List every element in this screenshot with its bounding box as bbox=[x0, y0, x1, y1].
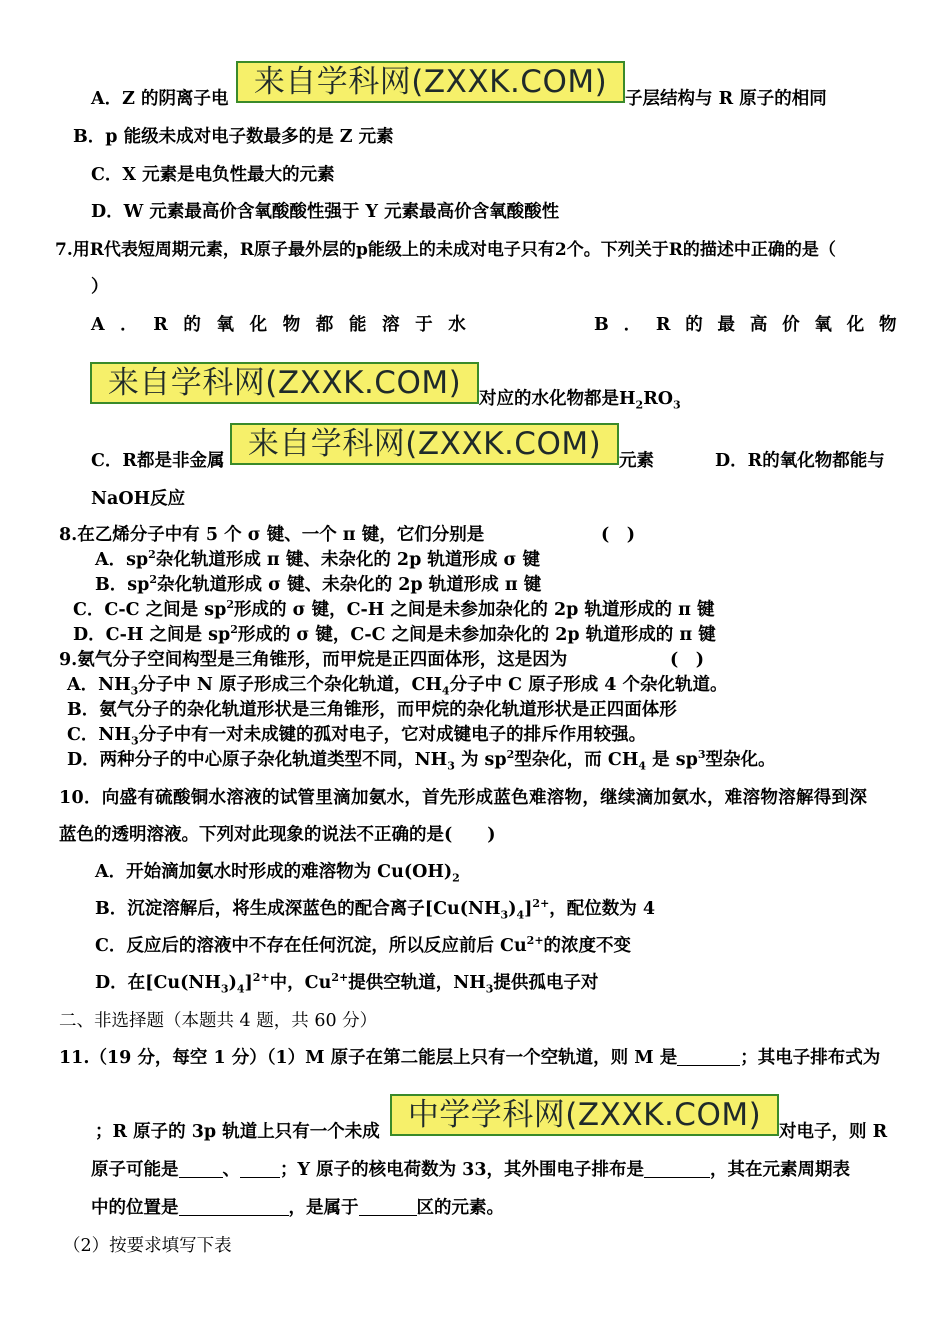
q8-d-text: D．C-H 之间是 sp bbox=[73, 625, 231, 645]
subscript: 3 bbox=[673, 398, 681, 412]
subscript: 3 bbox=[130, 734, 139, 748]
q10-c-text: C．反应后的溶液中不存在任何沉淀，所以反应前后 Cu bbox=[95, 936, 527, 956]
subscript: 3 bbox=[447, 759, 455, 773]
q7-option-b: B．R的最高价氧化物 bbox=[594, 315, 912, 335]
q8-d-text: 形成的 σ 键，C-C 之间是未参加杂化的 2p 轨道形成的 π 键 bbox=[237, 625, 716, 645]
q11-line2-continued: 对电子，则 R bbox=[779, 1122, 888, 1142]
q10-option-d bbox=[95, 972, 598, 994]
q7-option-c: C．R都是非金属 bbox=[91, 451, 225, 471]
subscript: 4 bbox=[638, 759, 647, 773]
q8-b-text: 杂化轨道形成 σ 键、未杂化的 2p 轨道形成 π 键 bbox=[157, 575, 542, 595]
q7-option-a: A．R的氧化物都能溶于水 bbox=[91, 315, 482, 335]
q8-a-text: 杂化轨道形成 π 键、未杂化的 2p 轨道形成 σ 键 bbox=[155, 550, 541, 570]
q11-line1 bbox=[59, 1047, 880, 1069]
subscript: 4 bbox=[441, 684, 450, 698]
q9-d-text: 型杂化，而 CH bbox=[514, 750, 639, 770]
q7-b-mid: RO bbox=[643, 389, 673, 409]
superscript: 3 bbox=[697, 748, 706, 762]
watermark-logo bbox=[390, 1094, 779, 1136]
q7-option-d: D．R的氧化物都能与 bbox=[715, 451, 885, 471]
q9-option-b: B．氨气分子的杂化轨道形状是三角锥形，而甲烷的杂化轨道形状是正四面体形 bbox=[67, 700, 677, 720]
q8-b-text: B．sp bbox=[95, 575, 150, 595]
q11-part2: （2）按要求填写下表 bbox=[63, 1236, 232, 1256]
answer-blank[interactable] bbox=[359, 1199, 417, 1216]
q10-stem-line2: 蓝色的透明溶液。下列对此现象的说法不正确的是( ) bbox=[59, 825, 496, 845]
q8-answer-paren: ( ) bbox=[601, 525, 636, 545]
q10-b-text: B．沉淀溶解后，将生成深蓝色的配合离子[Cu(NH bbox=[95, 899, 501, 919]
q10-b-text: ，配位数为 4 bbox=[549, 899, 656, 919]
q7-option-d-continued: NaOH反应 bbox=[91, 489, 186, 509]
q6-option-b: B．p 能级未成对电子数最多的是 Z 元素 bbox=[73, 127, 394, 147]
watermark-text: 中学学科网(ZXXK.COM) bbox=[407, 1097, 762, 1133]
q7-stem: 7.用R代表短周期元素，R原子最外层的p能级上的未成对电子只有2个。下列关于R的描述中正确的是（ bbox=[55, 240, 836, 260]
q8-c-text: 形成的 σ 键，C-H 之间是未参加杂化的 2p 轨道形成的 π 键 bbox=[233, 600, 715, 620]
watermark-text: 来自学科网(ZXXK.COM) bbox=[247, 426, 602, 462]
q7-option-c-continued: 元素 bbox=[619, 451, 654, 471]
q10-d-text: D．在[Cu(NH bbox=[95, 973, 221, 993]
watermark-logo bbox=[90, 362, 479, 404]
q10-option-b bbox=[95, 898, 655, 920]
q9-d-text: 为 sp bbox=[454, 750, 507, 770]
watermark-text: 来自学科网(ZXXK.COM) bbox=[253, 64, 608, 100]
q10-d-text: 提供空轨道，NH bbox=[348, 973, 486, 993]
q8-option-b bbox=[95, 574, 541, 596]
superscript: 2 bbox=[506, 748, 515, 762]
q10-d-text: ] bbox=[244, 973, 253, 993]
superscript: 2 bbox=[230, 623, 238, 637]
q11-line3 bbox=[91, 1159, 850, 1181]
superscript: 2+ bbox=[331, 971, 349, 985]
q11-l3-text: 原子可能是 bbox=[91, 1160, 179, 1180]
q10-c-text: 的浓度不变 bbox=[543, 936, 632, 956]
answer-blank[interactable] bbox=[179, 1199, 289, 1216]
watermark-logo bbox=[230, 423, 619, 465]
subscript: 2 bbox=[452, 871, 460, 885]
q8-option-c bbox=[73, 599, 714, 621]
subscript: 3 bbox=[220, 982, 229, 996]
q7-b-post: 对应的水化物都是H bbox=[479, 389, 636, 409]
q8-a-text: A．sp bbox=[95, 550, 149, 570]
q9-answer-paren: ( ) bbox=[670, 650, 705, 670]
q9-a-text: 分子中 N 原子形成三个杂化轨道，CH bbox=[138, 675, 442, 695]
superscript: 2 bbox=[149, 573, 158, 587]
q7-option-b-continued bbox=[479, 388, 681, 410]
q6-option-a-pre: A．Z 的阴离子电 bbox=[91, 89, 229, 109]
q10-option-a bbox=[95, 861, 460, 883]
q9-a-text: 分子中 C 原子形成 4 个杂化轨道。 bbox=[449, 675, 728, 695]
superscript: 2 bbox=[226, 598, 234, 612]
q9-c-text: C．NH bbox=[67, 725, 131, 745]
watermark-text: 来自学科网(ZXXK.COM) bbox=[107, 365, 462, 401]
answer-blank[interactable] bbox=[677, 1049, 740, 1066]
subscript: 3 bbox=[485, 982, 494, 996]
q10-d-text: ) bbox=[228, 973, 237, 993]
q6-option-a-continued bbox=[625, 88, 827, 110]
subscript: 4 bbox=[236, 982, 245, 996]
q10-stem-line1: 10．向盛有硫酸铜水溶液的试管里滴加氨水，首先形成蓝色难溶物，继续滴加氨水，难溶物溶解得到深 bbox=[59, 788, 868, 808]
subscript: 3 bbox=[130, 684, 139, 698]
subscript: 4 bbox=[516, 908, 525, 922]
q11-l4-text: 区的元素。 bbox=[416, 1198, 504, 1218]
q10-d-text: 提供孤电子对 bbox=[493, 973, 599, 993]
q11-l1-end: ；其电子排布式为 bbox=[740, 1048, 881, 1068]
q8-stem: 8.在乙烯分子中有 5 个 σ 键、一个 π 键，它们分别是 bbox=[59, 525, 485, 545]
watermark-logo bbox=[236, 61, 625, 103]
answer-blank[interactable] bbox=[644, 1161, 710, 1178]
q11-l3-text: 、 bbox=[222, 1160, 240, 1180]
q6-option-c: C．X 元素是电负性最大的元素 bbox=[91, 165, 335, 185]
q9-a-text: A．NH bbox=[67, 675, 131, 695]
q9-d-text: 型杂化。 bbox=[705, 750, 776, 770]
q9-option-a bbox=[67, 674, 728, 696]
q10-d-text: 中，Cu bbox=[269, 973, 332, 993]
q7-stem-close: ） bbox=[91, 277, 109, 297]
q6-option-a bbox=[91, 88, 228, 110]
q11-l3-text: ，其在元素周期表 bbox=[710, 1160, 851, 1180]
q9-d-text: 是 sp bbox=[646, 750, 698, 770]
q10-b-text: ) bbox=[508, 899, 517, 919]
superscript: 2+ bbox=[526, 934, 544, 948]
section-heading: 二、非选择题（本题共 4 题，共 60 分） bbox=[59, 1011, 378, 1031]
q9-option-d bbox=[67, 749, 775, 771]
q11-l4-text: 中的位置是 bbox=[91, 1198, 179, 1218]
q11-l4-text: ，是属于 bbox=[288, 1198, 359, 1218]
q11-line4 bbox=[91, 1197, 504, 1219]
q9-option-c bbox=[67, 724, 646, 746]
q10-b-text: ] bbox=[524, 899, 533, 919]
q11-line2: ；R 原子的 3p 轨道上只有一个未成 bbox=[95, 1122, 380, 1142]
q9-stem: 9.氨气分子空间构型是三角锥形，而甲烷是正四面体形，这是因为 bbox=[59, 650, 568, 670]
q6-option-a-post: 子层结构与 R 原子的相同 bbox=[625, 89, 827, 109]
q9-d-text: D．两种分子的中心原子杂化轨道类型不同，NH bbox=[67, 750, 448, 770]
superscript: 2+ bbox=[532, 897, 550, 911]
q9-c-text: 分子中有一对未成键的孤对电子，它对成键电子的排斥作用较强。 bbox=[138, 725, 647, 745]
subscript: 3 bbox=[500, 908, 509, 922]
superscript: 2+ bbox=[252, 971, 270, 985]
q11-l1-text: 11.（19 分，每空 1 分）（1）M 原子在第二能层上只有一个空轨道，则 M 是 bbox=[59, 1048, 678, 1068]
q8-c-text: C．C-C 之间是 sp bbox=[73, 600, 227, 620]
answer-blank[interactable] bbox=[240, 1161, 280, 1178]
q6-option-d: D．W 元素最高价含氧酸酸性强于 Y 元素最高价含氧酸酸性 bbox=[91, 202, 560, 222]
q10-option-c bbox=[95, 935, 631, 957]
q10-a-text: A．开始滴加氨水时形成的难溶物为 Cu(OH) bbox=[95, 862, 453, 882]
subscript: 2 bbox=[635, 398, 644, 412]
q8-option-a bbox=[95, 549, 540, 571]
answer-blank[interactable] bbox=[179, 1161, 223, 1178]
q8-option-d bbox=[73, 624, 716, 646]
superscript: 2 bbox=[148, 548, 156, 562]
q11-l3-text: ；Y 原子的核电荷数为 33，其外围电子排布是 bbox=[280, 1160, 645, 1180]
